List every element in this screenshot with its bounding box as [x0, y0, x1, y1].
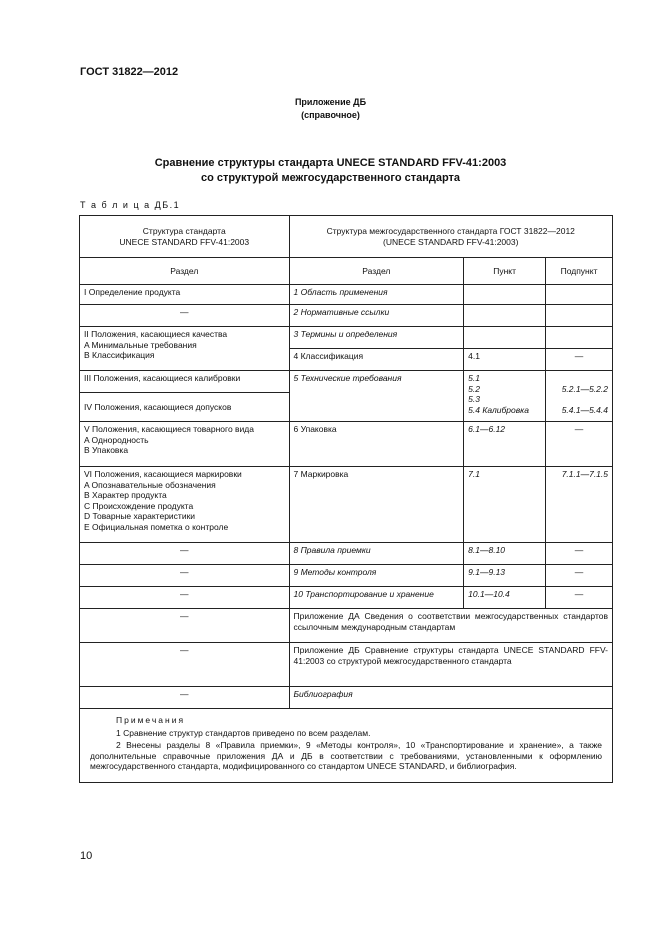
r11-c4: — [546, 587, 613, 609]
r7-c3: 6.1—6.12 [464, 422, 546, 467]
col1-header-line-1: Структура стандарта [142, 226, 226, 236]
r4-c3: 4.1 [464, 349, 546, 371]
col2-header-line-1: Структура межгосударственного стандарта ГОСТ 31822—2012 [326, 226, 575, 236]
r12-c2: Приложение ДА Сведения о соответствии межгосударственных стандартов ссылочным международным стандартам [289, 609, 613, 643]
table-row [80, 687, 613, 709]
r14-c1: — [80, 687, 290, 709]
table-row [80, 371, 613, 393]
r3-c1-line-2: A Минимальные требования [84, 339, 197, 350]
sub-razdel-2: Раздел [289, 258, 464, 285]
r8-c1-line-4: C Происхождение продукта [84, 500, 194, 511]
r7-c1 [80, 422, 290, 467]
r5-c4-line-4: 5.4.1—5.4.4 [561, 404, 608, 415]
notes-row [80, 709, 613, 783]
r9-c2: 8 Правила приемки [289, 543, 464, 565]
col2-header-line-2: (UNECE STANDARD FFV-41:2003) [383, 236, 519, 247]
table-row [80, 305, 613, 327]
r4-c4: — [546, 349, 613, 371]
r5-c3-line-3: 5.3 [468, 394, 480, 404]
r5-c2: 5 Технические требования [289, 371, 464, 422]
r11-c1: — [80, 587, 290, 609]
r11-c3: 10.1—10.4 [464, 587, 546, 609]
table-row [80, 285, 613, 305]
r13-c2: Приложение ДБ Сравнение структуры стандарта UNECE STANDARD FFV-41:2003 со структурой межгосударственного стандарта [289, 643, 613, 687]
notes-heading: Примечания [116, 715, 186, 725]
r10-c3: 9.1—9.13 [464, 565, 546, 587]
r14-c2: Библиография [289, 687, 613, 709]
col1-header [80, 216, 290, 258]
r8-c1-line-3: B Характер продукта [84, 490, 167, 500]
table-row [80, 422, 613, 467]
r8-c1 [80, 467, 290, 543]
r7-c4: — [546, 422, 613, 467]
r3-c1-line-3: B Классификация [84, 350, 155, 360]
sub-punkt: Пункт [464, 258, 546, 285]
r11-c2: 10 Транспортирование и хранение [289, 587, 464, 609]
r9-c1: — [80, 543, 290, 565]
r8-c2: 7 Маркировка [289, 467, 464, 543]
r5-c3 [464, 371, 546, 422]
r8-c3: 7.1 [464, 467, 546, 543]
r4-c2: 4 Классификация [289, 349, 464, 371]
sub-podpunkt: Подпункт [546, 258, 613, 285]
note-1: 1 Сравнение структур стандартов приведено по всем разделам. [116, 727, 371, 738]
r10-c1: — [80, 565, 290, 587]
r2-c2: 2 Нормативные ссылки [289, 305, 464, 327]
table-row [80, 467, 613, 543]
r13-c1: — [80, 643, 290, 687]
note-2: 2 Внесены разделы 8 «Правила приемки», 9 «Методы контроля», 10 «Транспортирование и хранение», а также дополнительные справочные приложения ДА и ДБ в соответствии с требованиями, установленными к оформлению межгосударственного стандарта, модифицированного со стандартом UNECE STANDARD, и библиография. [90, 740, 602, 771]
appendix-note: (справочное) [301, 110, 360, 120]
r9-c4: — [546, 543, 613, 565]
page-number: 10 [80, 850, 93, 862]
r5-c3-line-1: 5.1 [468, 373, 480, 383]
r12-c1: — [80, 609, 290, 643]
r8-c1-line-1: VI Положения, касающиеся маркировки [84, 469, 242, 479]
r3-c2: 3 Термины и определения [289, 327, 464, 349]
table-row [80, 565, 613, 587]
r1-c2: 1 Область применения [289, 285, 464, 305]
col1-header-line-2: UNECE STANDARD FFV-41:2003 [119, 236, 250, 247]
appendix-label: Приложение ДБ [294, 97, 367, 107]
r8-c1-line-5: D Товарные характеристики [84, 511, 196, 521]
r7-c1-line-3: B Упаковка [84, 445, 129, 455]
table-subhead-row [80, 258, 613, 285]
r7-c2: 6 Упаковка [289, 422, 464, 467]
r5-c4 [546, 371, 613, 422]
table-caption: Т а б л и ц а ДБ.1 [80, 200, 181, 210]
r2-c1: — [80, 305, 290, 327]
table-head-row [80, 216, 613, 258]
r5-c3-line-2: 5.2 [468, 383, 480, 394]
title-line-1: Сравнение структуры стандарта UNECE STANDARD FFV-41:2003 [154, 157, 507, 169]
col2-header [289, 216, 613, 258]
r3-c1 [80, 327, 290, 371]
table-row [80, 587, 613, 609]
comparison-table [79, 215, 613, 783]
title-line-2: со структурой межгосударственного стандарта [200, 172, 461, 184]
r8-c1-line-2: A Опознавательные обозначения [84, 479, 216, 490]
r7-c1-line-2: A Однородность [84, 434, 149, 445]
table-row [80, 609, 613, 643]
r7-c1-line-1: V Положения, касающиеся товарного вида [84, 424, 254, 434]
table-row [80, 327, 613, 349]
r5-c4-line-2: 5.2.1—5.2.2 [561, 383, 608, 394]
r8-c1-line-6: E Официальная пометка о контроле [84, 521, 229, 532]
r6-c1: IV Положения, касающиеся допусков [80, 393, 290, 422]
notes-cell [80, 709, 613, 783]
r5-c1: III Положения, касающиеся калибровки [80, 371, 290, 393]
sub-razdel-1: Раздел [80, 258, 290, 285]
table-row [80, 543, 613, 565]
table-row [80, 643, 613, 687]
r9-c3: 8.1—8.10 [464, 543, 546, 565]
r10-c2: 9 Методы контроля [289, 565, 464, 587]
r1-c1: I Определение продукта [80, 285, 290, 305]
r3-c1-line-1: II Положения, касающиеся качества [84, 329, 228, 339]
r8-c4: 7.1.1—7.1.5 [546, 467, 613, 543]
document-header: ГОСТ 31822—2012 [80, 66, 179, 78]
r10-c4: — [546, 565, 613, 587]
r5-c3-line-4: 5.4 Калибровка [468, 404, 529, 415]
